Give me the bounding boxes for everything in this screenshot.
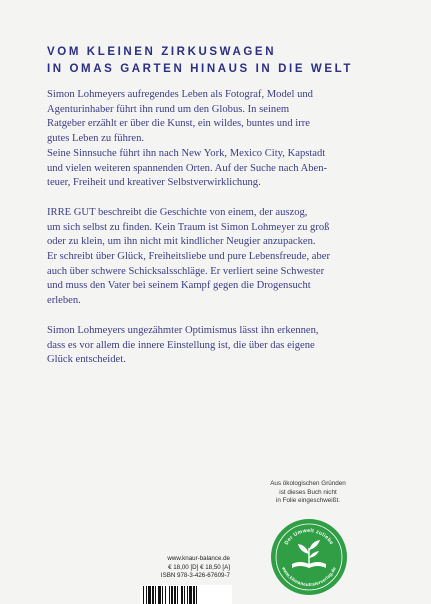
text-line: Agenturinhaber führt ihn rund um den Globus. In seinem	[47, 103, 290, 115]
text-line: Er schreibt über Glück, Freiheitsliebe und pure Lebensfreude, aber	[47, 251, 330, 263]
text-line: Glück entscheidet.	[47, 354, 126, 366]
paragraph-3	[47, 206, 387, 309]
barcode-bar	[146, 586, 147, 604]
text-line: Simon Lohmeyers ungezähmter Optimismus lässt ihn erkennen,	[47, 324, 319, 336]
barcode-bar	[184, 586, 185, 604]
text-line: Seine Sinnsuche führt ihn nach New York, Mexico City, Kapstadt	[47, 147, 326, 159]
barcode-bar	[155, 586, 156, 604]
barcode-bar	[162, 586, 163, 604]
headline-line-1: VOM KLEINEN ZIRKUSWAGEN	[47, 46, 277, 58]
headline	[47, 44, 407, 78]
text-line: und muss den Vater bei seinem Kampf gegen die Drogensucht	[47, 280, 311, 292]
badge-bottom-text: www.klimaneutralerverlag.de	[281, 566, 337, 588]
blurb-text	[47, 88, 387, 368]
barcode-bar	[148, 586, 151, 604]
barcode-bar	[143, 586, 144, 604]
eco-note-line: ist dieses Buch nicht	[279, 488, 337, 496]
barcode-bar	[171, 586, 173, 604]
price: € 18,00 [D] € 18,50 [A]	[168, 563, 230, 571]
barcode-bar	[158, 586, 161, 604]
isbn: ISBN 978-3-426-67609-7	[160, 572, 230, 580]
barcode-bar	[169, 586, 170, 604]
paragraph-1	[47, 88, 387, 147]
text-line: auch über schwere Schicksalsschläge. Er verliert seine Schwester	[47, 265, 325, 277]
text-line: erleben.	[47, 295, 81, 307]
text-line: Simon Lohmeyers aufregendes Leben als Fotograf, Model und	[47, 89, 313, 100]
barcode-bar	[152, 586, 154, 604]
barcode-bar	[174, 586, 176, 604]
barcode-icon	[140, 585, 232, 604]
barcode-bar	[181, 586, 183, 604]
eco-note-line: Aus ökologischen Gründen	[270, 480, 346, 487]
barcode-bar	[165, 586, 166, 604]
eco-note	[258, 480, 358, 506]
eco-note-line: in Folie eingeschweißt.	[275, 497, 341, 505]
paragraph-2	[47, 147, 387, 191]
barcode-bar	[177, 586, 178, 604]
barcode-bar	[193, 586, 195, 604]
headline-line-2: IN OMAS GARTEN HINAUS IN DIE WELT	[47, 63, 354, 75]
publisher-info	[140, 555, 230, 581]
text-line: IRRE GUT beschreibt die Geschichte von einem, der auszog,	[47, 206, 308, 218]
barcode-bar	[189, 586, 192, 604]
barcode-bar	[187, 586, 188, 604]
text-line: dass es vor allem die innere Einstellung ist, die über das eigene	[47, 339, 315, 351]
text-line: gutes Leben zu führen.	[47, 133, 145, 145]
text-line: teuer, Freiheit und kreativer Selbstverwirklichung.	[47, 177, 261, 189]
climate-neutral-badge-icon	[270, 518, 348, 596]
barcode-bar	[196, 586, 197, 604]
text-line: Ratgeber erzählt er über die Kunst, ein wildes, buntes und irre	[47, 118, 310, 130]
paragraph-4	[47, 324, 387, 368]
text-line: oder zu klein, um ihn nicht mit kindlicher Neugier anzupacken.	[47, 236, 316, 248]
publisher-url[interactable]: www.knaur-balance.de	[167, 555, 230, 562]
text-line: und vielen weiteren spannenden Orten. Auf der Suche nach Aben-	[47, 162, 328, 174]
text-line: um sich selbst zu finden. Kein Traum ist Simon Lohmeyer zu groß	[47, 221, 330, 233]
badge-top-text: Der Umwelt zuliebe	[283, 527, 335, 547]
